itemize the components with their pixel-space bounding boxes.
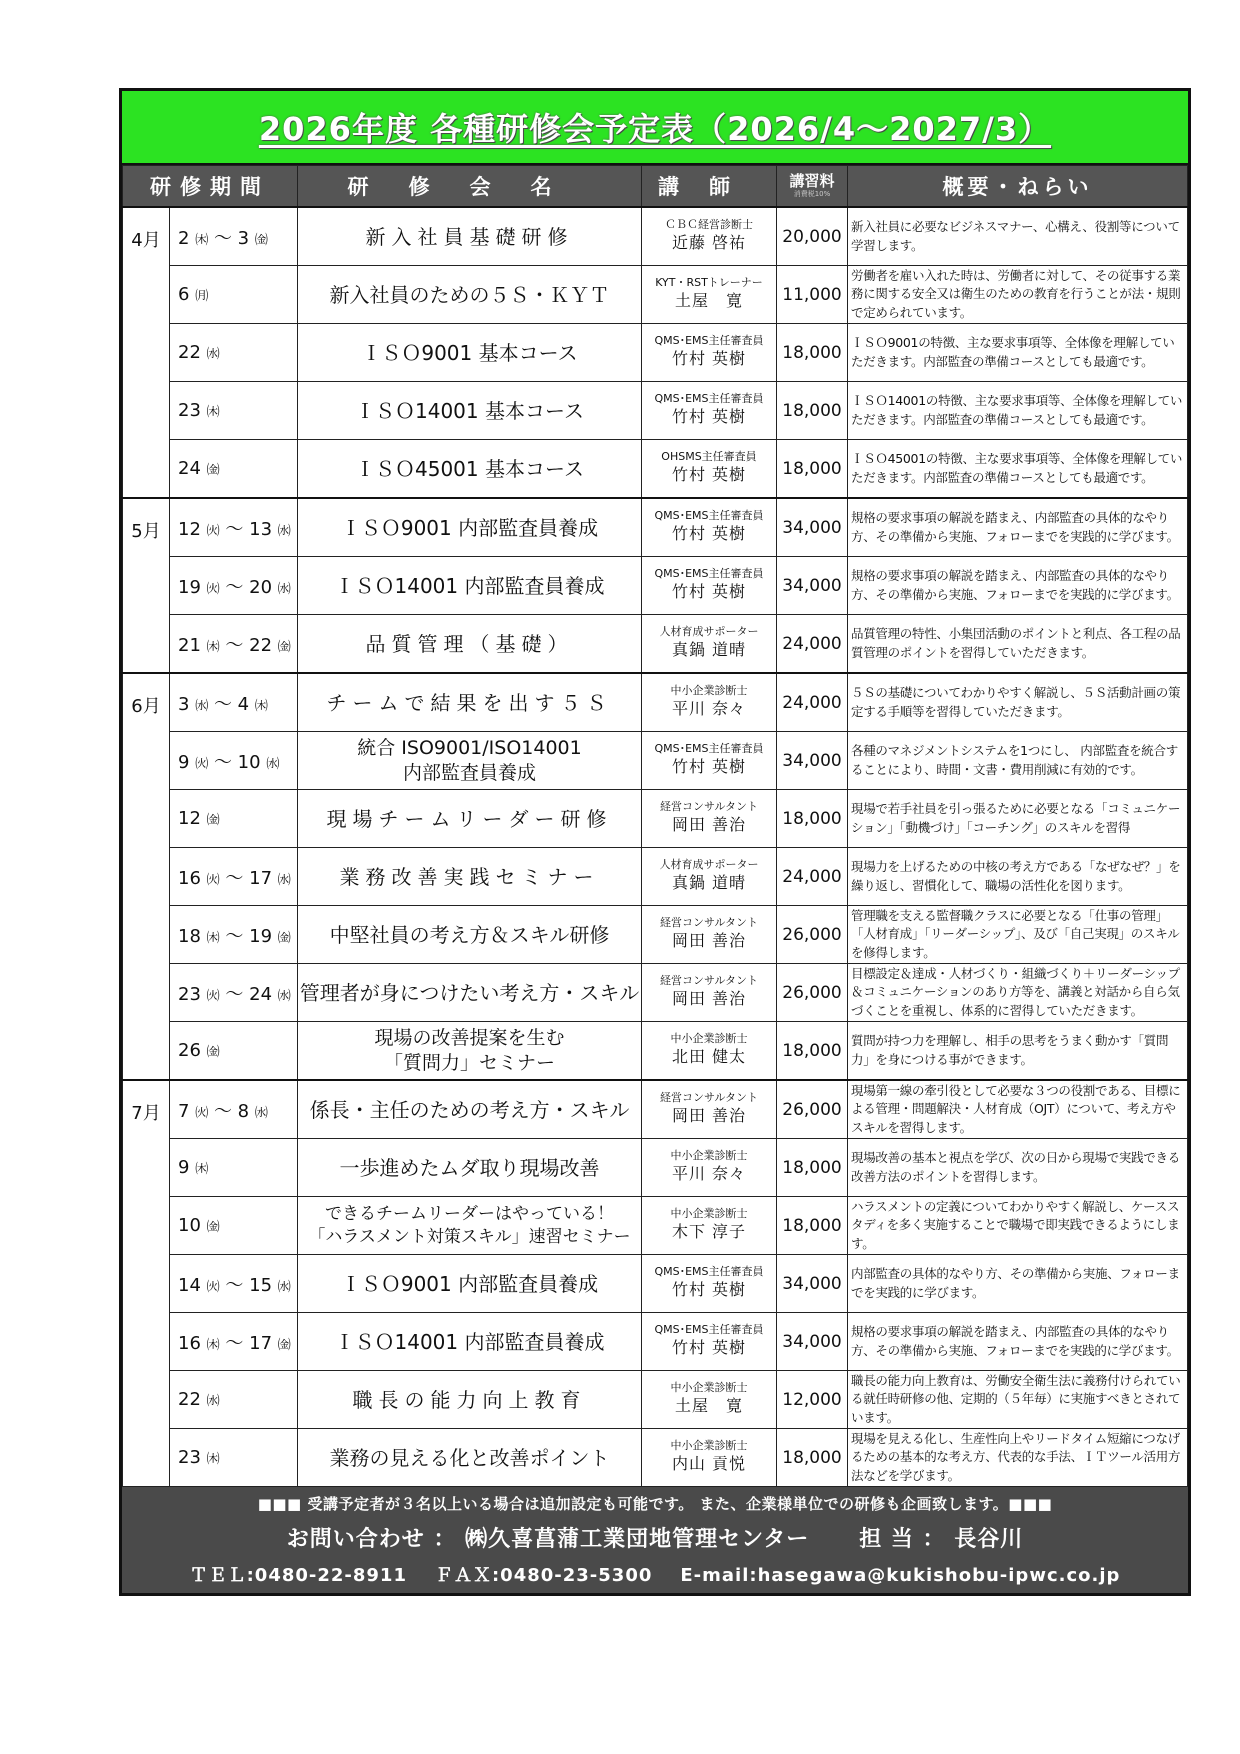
- description-cell: ＩＳＯ45001の特徴、主な要求事項等、全体像を理解していただきます。内部監査の準備コースとしても最適です。: [848, 440, 1188, 499]
- start-weekday: ㈫: [206, 523, 220, 539]
- fee-cell: 18,000: [777, 440, 848, 499]
- instructor-role: QMS･EMS主任審査員: [654, 508, 764, 522]
- date-cell: [170, 848, 298, 906]
- instructor-cell: [642, 673, 777, 732]
- instructor-role: 中小企業診断士: [670, 1380, 748, 1394]
- instructor-name: 北田 健太: [671, 1047, 747, 1067]
- fee-cell: 34,000: [777, 1313, 848, 1371]
- date-cell: [170, 1197, 298, 1255]
- description-cell: 新入社員に必要なビジネスマナー、心構え、役割等について学習します。: [848, 207, 1188, 266]
- header-fee: [777, 166, 848, 208]
- contact-label: お問い合わせ ： ㈱久喜菖蒲工業団地管理センター: [286, 1527, 810, 1552]
- start-weekday: ㈫: [206, 1279, 220, 1295]
- instructor-name: 竹村 英樹: [671, 757, 747, 777]
- description-cell: 規格の要求事項の解説を踏まえ、内部監査の具体的なやり方、その準備から実施、フォローまでを実践的に学びます。: [848, 498, 1188, 557]
- fee-cell: 24,000: [777, 615, 848, 674]
- start-day: 22: [178, 1389, 201, 1410]
- instructor-cell: [642, 615, 777, 674]
- instructor-role: QMS･EMS主任審査員: [654, 1264, 764, 1278]
- date-separator: ～: [225, 576, 244, 598]
- start-day: 16: [178, 867, 201, 889]
- start-weekday: ㈭: [195, 1162, 209, 1177]
- description-cell: 現場力を上げるための中核の考え方である「なぜなぜ？」を繰り返し、習慣化して、職場の活性化を図ります。: [848, 848, 1188, 906]
- instructor-cell: [642, 1080, 777, 1139]
- date-cell: [170, 1313, 298, 1371]
- instructor-cell: [642, 440, 777, 499]
- instructor-name: 岡田 善治: [671, 931, 747, 951]
- header-fee-label: 講習料: [789, 172, 835, 190]
- description-cell: 職長の能力向上教育は、労働安全衛生法に義務付けられている就任時研修の他、定期的（５年毎）に実施すべきとされています。: [848, 1371, 1188, 1429]
- fee-cell: 18,000: [777, 790, 848, 848]
- course-name: ＩＳＯ14001 基本コース: [298, 382, 642, 440]
- header-period: 研修期間: [123, 166, 298, 208]
- course-name: ＩＳＯ45001 基本コース: [298, 440, 642, 499]
- instructor-role: 人材育成サポーター: [659, 857, 759, 871]
- start-day: 23: [178, 400, 201, 421]
- course-name: ＩＳＯ14001 内部監査員養成: [298, 557, 642, 615]
- start-weekday: ㈭: [206, 1337, 220, 1353]
- start-weekday: ㈭: [206, 639, 220, 655]
- month-cell: 6月: [123, 673, 170, 1080]
- end-day: 22: [249, 634, 273, 656]
- date-cell: [170, 673, 298, 732]
- description-cell: ＩＳＯ9001の特徴、主な要求事項等、全体像を理解していただきます。内部監査の準備コースとしても最適です。: [848, 324, 1188, 382]
- table-row: [123, 207, 1188, 266]
- start-weekday: ㈮: [206, 1220, 220, 1235]
- instructor-name: 岡田 善治: [671, 815, 747, 835]
- instructor-name: 竹村 英樹: [671, 407, 747, 427]
- date-cell: [170, 1255, 298, 1313]
- instructor-role: 経営コンサルタント: [659, 973, 758, 987]
- course-name: できるチームリーダーはやっている！ 「ハラスメント対策スキル」速習セミナー: [298, 1197, 642, 1255]
- instructor-name: 竹村 英樹: [671, 524, 747, 544]
- footer-note: ■■■ 受講予定者が３名以上いる場合は追加設定も可能です。 また、企業様単位での研修も企画致します。■■■: [257, 1495, 1053, 1513]
- date-cell: [170, 440, 298, 499]
- instructor-name: 岡田 善治: [671, 1106, 747, 1126]
- instructor-cell: [642, 1313, 777, 1371]
- instructor-name: 真鍋 道晴: [671, 873, 747, 893]
- end-weekday: ㈮: [277, 930, 291, 946]
- header-course: 研修会名: [298, 166, 642, 208]
- end-day: 20: [249, 576, 273, 598]
- instructor-cell: [642, 1139, 777, 1197]
- fee-cell: 34,000: [777, 732, 848, 790]
- description-cell: 現場改善の基本と視点を学び、次の日から現場で実践できる改善方法のポイントを習得します。: [848, 1139, 1188, 1197]
- course-name: 管理者が身につけたい考え方・スキル: [298, 964, 642, 1022]
- instructor-role: 中小企業診断士: [670, 1148, 748, 1162]
- start-day: 10: [178, 1215, 201, 1236]
- instructor-role: 中小企業診断士: [670, 1438, 748, 1452]
- start-weekday: ㈫: [206, 872, 220, 888]
- table-row: [123, 673, 1188, 732]
- description-cell: 規格の要求事項の解説を踏まえ、内部監査の具体的なやり方、その準備から実施、フォローまでを実践的に学びます。: [848, 557, 1188, 615]
- instructor-name: 竹村 英樹: [671, 1280, 747, 1300]
- start-day: 22: [178, 342, 201, 363]
- start-day: 2: [178, 227, 190, 249]
- contact-person: 担 当 ： 長谷川: [859, 1527, 1024, 1552]
- date-cell: [170, 498, 298, 557]
- end-weekday: ㈬: [277, 581, 291, 597]
- date-separator: ～: [213, 1100, 232, 1122]
- end-weekday: ㈮: [254, 232, 268, 248]
- description-cell: 現場で若手社員を引っ張るために必要となる「コミュニケーション」「動機づけ」「コーチング」のスキルを習得: [848, 790, 1188, 848]
- start-weekday: ㈮: [206, 813, 220, 828]
- table-row: [123, 1080, 1188, 1139]
- start-day: 9: [178, 751, 190, 773]
- start-weekday: ㈫: [195, 1105, 209, 1121]
- start-day: 26: [178, 1040, 201, 1061]
- start-day: 18: [178, 925, 201, 947]
- table-row: [123, 615, 1188, 674]
- end-day: 13: [249, 518, 273, 540]
- title-bar: [122, 91, 1188, 165]
- start-weekday: ㈫: [206, 581, 220, 597]
- course-name: 新入社員のための５Ｓ・ＫＹＴ: [298, 266, 642, 324]
- table-row: [123, 1197, 1188, 1255]
- month-cell: 4月: [123, 207, 170, 498]
- instructor-name: 竹村 英樹: [671, 1338, 747, 1358]
- description-cell: 現場を見える化し、生産性向上やリードタイム短縮につなげるための基本的な考え方、代表的な手法、ＩＴツール活用方法などを学びます。: [848, 1429, 1188, 1487]
- end-weekday: ㈬: [277, 872, 291, 888]
- course-name: 現場の改善提案を生む 「質問力」セミナー: [298, 1022, 642, 1081]
- table-row: [123, 732, 1188, 790]
- course-name: 職長の能力向上教育: [298, 1371, 642, 1429]
- end-day: 19: [249, 925, 273, 947]
- instructor-name: 土屋 寛: [674, 1396, 743, 1416]
- description-cell: 品質管理の特性、小集団活動のポイントと利点、各工程の品質管理のポイントを習得していただきます。: [848, 615, 1188, 674]
- table-row: [123, 1371, 1188, 1429]
- instructor-role: 中小企業診断士: [670, 1031, 748, 1045]
- description-cell: 管理職を支える監督職クラスに必要となる「仕事の管理」「人材育成」「リーダーシップ」、及び「自己実現」のスキルを修得します。: [848, 906, 1188, 964]
- end-weekday: ㈬: [277, 523, 291, 539]
- instructor-role: 人材育成サポーター: [659, 624, 759, 638]
- start-day: 6: [178, 284, 190, 305]
- course-name: ＩＳＯ14001 内部監査員養成: [298, 1313, 642, 1371]
- table-row: [123, 848, 1188, 906]
- description-cell: ＩＳＯ14001の特徴、主な要求事項等、全体像を理解していただきます。内部監査の準備コースとしても最適です。: [848, 382, 1188, 440]
- fee-cell: 18,000: [777, 1197, 848, 1255]
- course-name: 統合 ISO9001/ISO14001 内部監査員養成: [298, 732, 642, 790]
- instructor-name: 内山 貢悦: [671, 1454, 747, 1474]
- instructor-cell: [642, 732, 777, 790]
- end-weekday: ㈬: [277, 988, 291, 1004]
- date-cell: [170, 266, 298, 324]
- fee-cell: 11,000: [777, 266, 848, 324]
- instructor-cell: [642, 790, 777, 848]
- header-overview: 概要・ねらい: [848, 166, 1188, 208]
- fee-cell: 34,000: [777, 498, 848, 557]
- table-row: [123, 324, 1188, 382]
- end-day: 17: [249, 867, 273, 889]
- instructor-role: OHSMS主任審査員: [661, 449, 757, 463]
- instructor-role: QMS･EMS主任審査員: [654, 391, 764, 405]
- instructor-role: QMS･EMS主任審査員: [654, 741, 764, 755]
- fax-number: ＦＡＸ:0480-23-5300: [434, 1565, 653, 1586]
- date-separator: ～: [225, 925, 244, 947]
- start-weekday: ㈮: [206, 463, 220, 478]
- instructor-role: 経営コンサルタント: [659, 1090, 758, 1104]
- instructor-role: ＣＢＣ経営診断士: [665, 217, 753, 231]
- start-weekday: ㈫: [206, 988, 220, 1004]
- fee-cell: 24,000: [777, 848, 848, 906]
- footer-tel-line: [122, 1561, 1188, 1587]
- start-day: 23: [178, 983, 201, 1005]
- date-cell: [170, 790, 298, 848]
- date-separator: ～: [225, 1274, 244, 1296]
- course-name: ＩＳＯ9001 内部監査員養成: [298, 498, 642, 557]
- instructor-cell: [642, 498, 777, 557]
- date-cell: [170, 324, 298, 382]
- start-day: 16: [178, 1332, 201, 1354]
- description-cell: 質問が持つ力を理解し、相手の思考をうまく動かす「質問力」を身につける事ができます。: [848, 1022, 1188, 1081]
- instructor-cell: [642, 848, 777, 906]
- date-cell: [170, 382, 298, 440]
- instructor-name: 真鍋 道晴: [671, 640, 747, 660]
- instructor-name: 竹村 英樹: [671, 349, 747, 369]
- instructor-role: KYT・RSTトレーナー: [655, 275, 763, 289]
- table-row: [123, 1313, 1188, 1371]
- description-cell: 規格の要求事項の解説を踏まえ、内部監査の具体的なやり方、その準備から実施、フォローまでを実践的に学びます。: [848, 1313, 1188, 1371]
- fee-cell: 26,000: [777, 906, 848, 964]
- fee-cell: 24,000: [777, 673, 848, 732]
- description-cell: ５Ｓの基礎についてわかりやすく解説し、５Ｓ活動計画の策定する手順等を習得していただきます。: [848, 673, 1188, 732]
- tel-number: ＴＥＬ:0480-22-8911: [189, 1565, 407, 1586]
- course-name: 係長・主任のための考え方・スキル: [298, 1080, 642, 1139]
- header-row: [123, 166, 1188, 208]
- date-separator: ～: [225, 867, 244, 889]
- schedule-sheet: [119, 88, 1191, 1596]
- table-row: [123, 1255, 1188, 1313]
- end-day: 3: [237, 227, 250, 249]
- instructor-role: 中小企業診断士: [670, 683, 748, 697]
- fee-cell: 18,000: [777, 1139, 848, 1197]
- fee-cell: 26,000: [777, 964, 848, 1022]
- start-day: 12: [178, 518, 201, 540]
- date-cell: [170, 1429, 298, 1487]
- end-day: 4: [237, 693, 250, 715]
- fee-cell: 18,000: [777, 382, 848, 440]
- description-cell: 目標設定＆達成・人材づくり・組織づくり＋リーダーシップ＆コミュニケーションのあり方等を、講義と対話から自ら気づくことを重視し、体系的に習得していただきます。: [848, 964, 1188, 1022]
- start-weekday: ㈭: [206, 405, 220, 420]
- date-cell: [170, 732, 298, 790]
- header-fee-note: 消費税10%: [793, 190, 831, 198]
- instructor-role: QMS･EMS主任審査員: [654, 1322, 764, 1336]
- footer: [122, 1487, 1188, 1593]
- fee-cell: 12,000: [777, 1371, 848, 1429]
- start-day: 12: [178, 808, 201, 829]
- instructor-cell: [642, 207, 777, 266]
- instructor-cell: [642, 906, 777, 964]
- table-row: [123, 964, 1188, 1022]
- start-weekday: ㈭: [206, 930, 220, 946]
- footer-contact: [122, 1522, 1188, 1553]
- table-row: [123, 1022, 1188, 1081]
- instructor-name: 平川 奈々: [671, 699, 747, 719]
- date-cell: [170, 557, 298, 615]
- instructor-cell: [642, 1255, 777, 1313]
- instructor-cell: [642, 964, 777, 1022]
- instructor-cell: [642, 324, 777, 382]
- start-weekday: ㈮: [206, 1045, 220, 1060]
- schedule-table: [122, 165, 1188, 1487]
- start-day: 21: [178, 634, 201, 656]
- table-row: [123, 440, 1188, 499]
- start-weekday: ㈬: [206, 1394, 220, 1409]
- table-row: [123, 266, 1188, 324]
- instructor-cell: [642, 1197, 777, 1255]
- start-day: 24: [178, 458, 201, 479]
- header-instructor: 講師: [642, 166, 777, 208]
- end-day: 24: [249, 983, 273, 1005]
- end-day: 17: [249, 1332, 273, 1354]
- table-row: [123, 906, 1188, 964]
- instructor-cell: [642, 1022, 777, 1081]
- course-name: 品質管理（基礎）: [298, 615, 642, 674]
- date-separator: ～: [213, 693, 232, 715]
- description-cell: ハラスメントの定義についてわかりやすく解説し、ケーススタディを多く実施することで職場で即実践できるようにします。: [848, 1197, 1188, 1255]
- end-day: 10: [237, 751, 261, 773]
- instructor-role: 経営コンサルタント: [659, 799, 758, 813]
- start-day: 3: [178, 693, 190, 715]
- start-weekday: ㈫: [195, 756, 209, 772]
- instructor-role: QMS･EMS主任審査員: [654, 566, 764, 580]
- table-row: [123, 498, 1188, 557]
- instructor-cell: [642, 557, 777, 615]
- instructor-name: 竹村 英樹: [671, 582, 747, 602]
- instructor-cell: [642, 382, 777, 440]
- date-cell: [170, 207, 298, 266]
- instructor-cell: [642, 266, 777, 324]
- table-row: [123, 1139, 1188, 1197]
- date-cell: [170, 1139, 298, 1197]
- date-separator: ～: [225, 518, 244, 540]
- date-cell: [170, 964, 298, 1022]
- fee-cell: 34,000: [777, 557, 848, 615]
- course-name: 業務の見える化と改善ポイント: [298, 1429, 642, 1487]
- instructor-name: 近藤 啓祐: [671, 233, 747, 253]
- course-name: 中堅社員の考え方＆スキル研修: [298, 906, 642, 964]
- instructor-name: 土屋 寛: [674, 291, 743, 311]
- month-cell: 7月: [123, 1080, 170, 1487]
- course-name: 一歩進めたムダ取り現場改善: [298, 1139, 642, 1197]
- start-weekday: ㈪: [195, 289, 209, 304]
- instructor-role: QMS･EMS主任審査員: [654, 333, 764, 347]
- date-cell: [170, 615, 298, 674]
- fee-cell: 20,000: [777, 207, 848, 266]
- page-title: 2026年度 各種研修会予定表（2026/4～2027/3）: [258, 110, 1052, 148]
- instructor-name: 木下 淳子: [671, 1222, 747, 1242]
- end-weekday: ㈭: [254, 698, 268, 714]
- end-weekday: ㈬: [277, 1279, 291, 1295]
- email-address[interactable]: E-mail:hasegawa@kukishobu-ipwc.co.jp: [680, 1565, 1121, 1586]
- end-weekday: ㈮: [277, 639, 291, 655]
- date-separator: ～: [225, 1332, 244, 1354]
- instructor-cell: [642, 1429, 777, 1487]
- table-row: [123, 1429, 1188, 1487]
- date-separator: ～: [225, 983, 244, 1005]
- month-cell: 5月: [123, 498, 170, 673]
- course-name: チームで結果を出す５Ｓ: [298, 673, 642, 732]
- date-separator: ～: [225, 634, 244, 656]
- start-day: 7: [178, 1100, 190, 1122]
- course-name: 新入社員基礎研修: [298, 207, 642, 266]
- end-day: 15: [249, 1274, 273, 1296]
- instructor-name: 平川 奈々: [671, 1164, 747, 1184]
- instructor-role: 中小企業診断士: [670, 1206, 748, 1220]
- course-name: ＩＳＯ9001 基本コース: [298, 324, 642, 382]
- description-cell: 内部監査の具体的なやり方、その準備から実施、フォローまでを実践的に学びます。: [848, 1255, 1188, 1313]
- instructor-name: 竹村 英樹: [671, 465, 747, 485]
- course-name: 業務改善実践セミナー: [298, 848, 642, 906]
- start-weekday: ㈭: [195, 232, 209, 248]
- date-cell: [170, 1371, 298, 1429]
- start-weekday: ㈬: [195, 698, 209, 714]
- fee-cell: 34,000: [777, 1255, 848, 1313]
- table-row: [123, 790, 1188, 848]
- date-separator: ～: [213, 227, 232, 249]
- fee-cell: 26,000: [777, 1080, 848, 1139]
- course-name: ＩＳＯ9001 内部監査員養成: [298, 1255, 642, 1313]
- end-day: 8: [237, 1100, 250, 1122]
- fee-cell: 18,000: [777, 1022, 848, 1081]
- end-weekday: ㈮: [277, 1337, 291, 1353]
- date-separator: ～: [213, 751, 232, 773]
- date-cell: [170, 1022, 298, 1081]
- course-name: 現場チームリーダー研修: [298, 790, 642, 848]
- date-cell: [170, 906, 298, 964]
- instructor-name: 岡田 善治: [671, 989, 747, 1009]
- start-day: 9: [178, 1157, 190, 1178]
- description-cell: 労働者を雇い入れた時は、労働者に対して、その従事する業務に関する安全又は衛生のための教育を行うことが法・規則で定められています。: [848, 266, 1188, 324]
- start-weekday: ㈭: [206, 1452, 220, 1467]
- start-weekday: ㈬: [206, 347, 220, 362]
- description-cell: 各種のマネジメントシステムを1つにし、 内部監査を統合することにより、時間・文書・費用削減に有効的です。: [848, 732, 1188, 790]
- description-cell: 現場第一線の牽引役として必要な３つの役割である、目標による管理・問題解決・人材育成（OJT）について、考え方やスキルを習得します。: [848, 1080, 1188, 1139]
- end-weekday: ㈬: [254, 1105, 268, 1121]
- date-cell: [170, 1080, 298, 1139]
- start-day: 19: [178, 576, 201, 598]
- schedule-body: [123, 207, 1188, 1487]
- table-row: [123, 557, 1188, 615]
- start-day: 23: [178, 1447, 201, 1468]
- fee-cell: 18,000: [777, 1429, 848, 1487]
- start-day: 14: [178, 1274, 201, 1296]
- fee-cell: 18,000: [777, 324, 848, 382]
- instructor-role: 経営コンサルタント: [659, 915, 758, 929]
- table-row: [123, 382, 1188, 440]
- end-weekday: ㈬: [266, 756, 280, 772]
- instructor-cell: [642, 1371, 777, 1429]
